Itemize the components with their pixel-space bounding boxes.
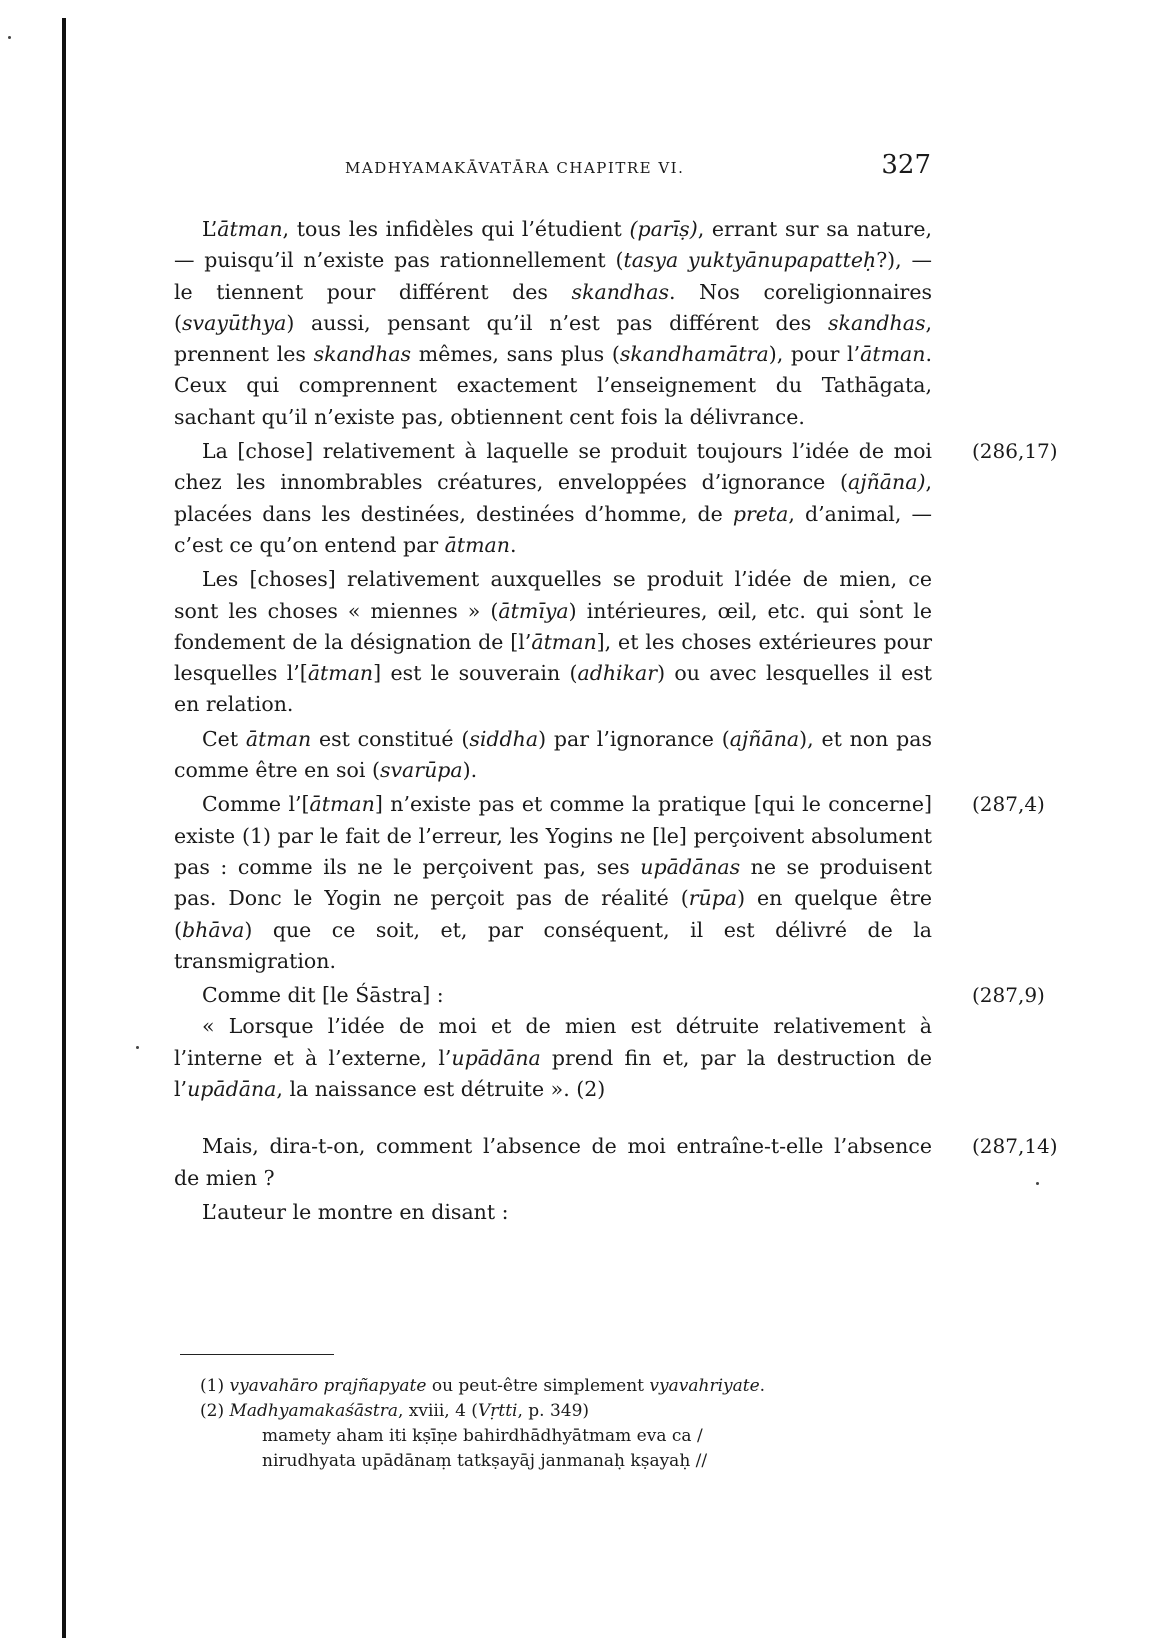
running-title: MADHYAMAKĀVATĀRA CHAPITRE VI. bbox=[345, 159, 685, 177]
scan-speck bbox=[1036, 1182, 1039, 1185]
footnotes bbox=[200, 1374, 940, 1474]
margin-reference: (287,9) bbox=[972, 983, 1045, 1008]
scan-speck bbox=[8, 36, 11, 39]
page-binding-edge bbox=[62, 18, 66, 1638]
running-header bbox=[345, 150, 931, 190]
margin-reference: (287,14) bbox=[972, 1134, 1058, 1159]
scan-speck bbox=[136, 1046, 139, 1049]
main-text bbox=[174, 214, 1058, 1231]
margin-reference: (286,17) bbox=[972, 439, 1058, 464]
paragraph-8: (287,14) Mais, dira-t-on, comment l’absence de moi entraîne-t-elle l’absence de mien ? bbox=[174, 1131, 932, 1194]
paragraph-2: (286,17) La [chose] relativement à laquelle se produit toujours l’idée de moi chez les innombrables créatures, enveloppées d’ignorance (ajñāna), placées dans les destinées, destinées d’homme, de preta, d’animal, — c’est ce qu’on entend par ātman. bbox=[174, 436, 932, 561]
paragraph-4: Cet ātman est constitué (siddha) par l’ignorance (ajñāna), et non pas comme être en soi (svarūpa). bbox=[174, 726, 932, 783]
footnote-rule bbox=[180, 1354, 334, 1355]
paragraph-7-quotation: « Lorsque l’idée de moi et de mien est détruite relativement à l’interne et à l’externe, l’upādāna prend fin et, par la destruction de l’upādāna, la naissance est détruite ». (2) bbox=[174, 1014, 932, 1102]
paragraph-5: (287,4) Comme l’[ātman] n’existe pas et comme la pratique [qui le concerne] existe (1) par le fait de l’erreur, les Yogins ne [le] perçoivent absolument pas : comme ils ne le perçoivent pas, ses upādānas ne se produisent pas. Donc le Yogin ne perçoit pas de réalité (rūpa) en quelque être (bhāva) que ce soit, et, par conséquent, il est délivré de la transmigration. bbox=[174, 789, 932, 977]
footnote-2-verse-line-2: nirudhyata upādānaṃ tatkṣayāj janmanaḥ kṣayaḥ // bbox=[262, 1451, 708, 1471]
paragraph-3: Les [choses] relativement auxquelles se produit l’idée de mien, ce sont les choses « miennes » (ātmīya) intérieures, œil, etc. qui sont le fondement de la désignation de [l’ātman], et les choses extérieures pour lesquelles l’[ātman] est le souverain (adhikar) ou avec lesquelles il est en relation. bbox=[174, 567, 932, 717]
footnote-2-verse-line-1: mamety aham iti kṣīṇe bahirdhādhyātmam eva ca / bbox=[262, 1426, 703, 1446]
footnote-1: (1) vyavahāro prajñapyate ou peut-être simplement vyavahriyate. bbox=[200, 1376, 766, 1396]
page-number: 327 bbox=[881, 150, 931, 180]
paragraph-6: (287,9) Comme dit [le Śāstra] : bbox=[174, 980, 932, 1011]
footnote-2: (2) Madhyamakaśāstra, xviii, 4 (Vṛtti, p. 349) bbox=[200, 1401, 590, 1421]
paragraph-9: L’auteur le montre en disant : bbox=[202, 1199, 509, 1224]
margin-reference: (287,4) bbox=[972, 792, 1045, 817]
paragraph-1: L’ātman, tous les infidèles qui l’étudient (parīṣ), errant sur sa nature, — puisqu’il n’existe pas rationnellement (tasya yuktyānupapatteḥ?), — le tiennent pour différent des skandhas. Nos coreligionnaires (svayūthya) aussi, pensant qu’il n’est pas différent des skandhas, prennent les skandhas mêmes, sans plus (skandhamātra), pour l’ātman. Ceux qui comprennent exactement l’enseignement du Tathāgata, sachant qu’il n’existe pas, obtiennent cent fois la délivrance. bbox=[174, 217, 933, 429]
